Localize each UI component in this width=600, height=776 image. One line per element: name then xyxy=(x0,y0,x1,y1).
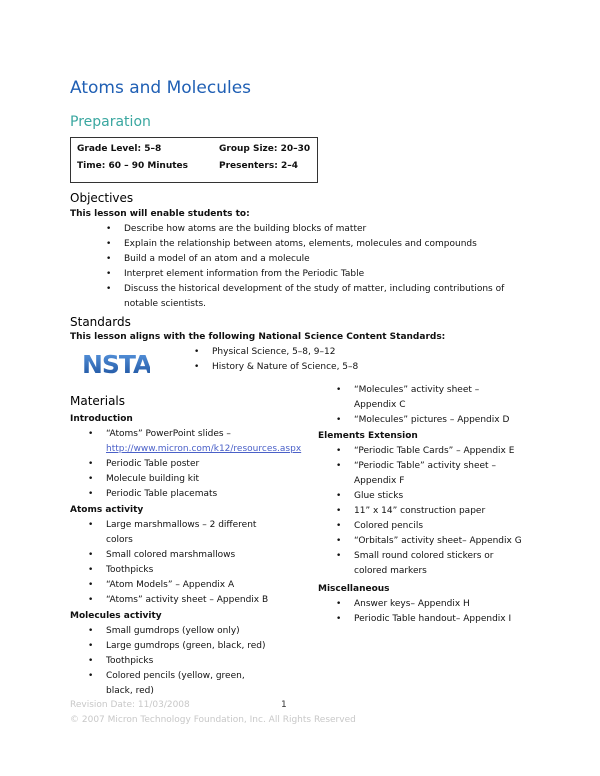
list-item-continuation: black, red) xyxy=(106,686,154,696)
list-item: • Glue sticks xyxy=(354,489,548,504)
miscellaneous-list xyxy=(354,597,548,627)
elements-extension-list xyxy=(354,444,548,579)
molecules-more-list xyxy=(354,383,548,428)
list-item: • Colored pencils xyxy=(354,519,548,534)
group-size: Group Size: 20–30 xyxy=(219,144,311,154)
presenters: Presenters: 2–4 xyxy=(219,161,298,171)
list-item: • Toothpicks xyxy=(106,563,310,578)
list-item: • 11” x 14” construction paper xyxy=(354,504,548,519)
page-number: 1 xyxy=(281,700,287,710)
objectives-intro: This lesson will enable students to: xyxy=(70,209,250,219)
materials-right-column xyxy=(318,383,548,627)
list-item-continuation: colors xyxy=(106,535,133,545)
list-item: • Periodic Table handout– Appendix I xyxy=(354,612,548,627)
materials-heading: Materials xyxy=(70,394,126,408)
list-item: • Periodic Table placemats xyxy=(106,487,310,502)
revision-date: Revision Date: 11/03/2008 xyxy=(70,700,190,710)
resources-link[interactable]: http://www.micron.com/k12/resources.aspx xyxy=(106,444,302,454)
molecules-activity-list xyxy=(106,624,310,699)
miscellaneous-heading: Miscellaneous xyxy=(318,584,390,594)
introduction-heading: Introduction xyxy=(70,414,133,424)
list-item: • Toothpicks xyxy=(106,654,310,669)
atoms-activity-list xyxy=(106,518,310,608)
list-item: • History & Nature of Science, 5–8 xyxy=(212,360,358,375)
objectives-heading: Objectives xyxy=(70,191,134,205)
list-item: • Large marshmallows – 2 different xyxy=(106,518,310,533)
preparation-info-box xyxy=(70,137,318,183)
list-item: • Describe how atoms are the building blocks of matter xyxy=(124,222,544,237)
list-item: • Answer keys– Appendix H xyxy=(354,597,548,612)
elements-extension-heading: Elements Extension xyxy=(318,431,418,441)
grade-level: Grade Level: 5–8 xyxy=(77,144,162,154)
list-item-continuation: colored markers xyxy=(354,566,427,576)
list-item: • “Atom Models” – Appendix A xyxy=(106,578,310,593)
list-item: • Small colored marshmallows xyxy=(106,548,310,563)
list-item: • Explain the relationship between atoms, elements, molecules and compounds xyxy=(124,237,544,252)
standards-intro: This lesson aligns with the following National Science Content Standards: xyxy=(70,332,446,342)
copyright: © 2007 Micron Technology Foundation, Inc. All Rights Reserved xyxy=(70,715,356,725)
list-item-continuation: Appendix C xyxy=(354,400,406,410)
list-item: • Physical Science, 5–8, 9–12 xyxy=(212,345,358,360)
list-item: • “Periodic Table Cards” – Appendix E xyxy=(354,444,548,459)
list-item: • Molecule building kit xyxy=(106,472,310,487)
page-title: Atoms and Molecules xyxy=(70,78,252,98)
nsta-logo xyxy=(80,347,150,379)
standards-list xyxy=(212,345,358,375)
list-item: • “Atoms” PowerPoint slides – xyxy=(106,427,310,442)
standards-heading: Standards xyxy=(70,315,131,329)
list-item: • Build a model of an atom and a molecule xyxy=(124,252,544,267)
atoms-activity-heading: Atoms activity xyxy=(70,505,144,515)
list-item: • Large gumdrops (green, black, red) xyxy=(106,639,310,654)
list-item: • Small round colored stickers or xyxy=(354,549,548,564)
materials-left-column xyxy=(70,411,310,699)
list-item: • “Orbitals” activity sheet– Appendix G xyxy=(354,534,548,549)
list-item: • Periodic Table poster xyxy=(106,457,310,472)
introduction-list xyxy=(106,427,310,502)
list-item: • “Atoms” activity sheet – Appendix B xyxy=(106,593,310,608)
list-item: • Discuss the historical development of the study of matter, including contributions of xyxy=(124,282,544,297)
time: Time: 60 – 90 Minutes xyxy=(77,161,189,171)
list-item-continuation: notable scientists. xyxy=(124,299,207,309)
molecules-activity-heading: Molecules activity xyxy=(70,611,162,621)
list-item: • “Molecules” pictures – Appendix D xyxy=(354,413,548,428)
list-item-continuation: Appendix F xyxy=(354,476,405,486)
preparation-heading: Preparation xyxy=(70,114,151,130)
list-item: • Colored pencils (yellow, green, xyxy=(106,669,310,684)
svg-text:NSTA: NSTA xyxy=(82,350,150,379)
objectives-list xyxy=(124,222,544,312)
list-item: • “Molecules” activity sheet – xyxy=(354,383,548,398)
list-item: • Small gumdrops (yellow only) xyxy=(106,624,310,639)
list-item: • “Periodic Table” activity sheet – xyxy=(354,459,548,474)
list-item: • Interpret element information from the Periodic Table xyxy=(124,267,544,282)
